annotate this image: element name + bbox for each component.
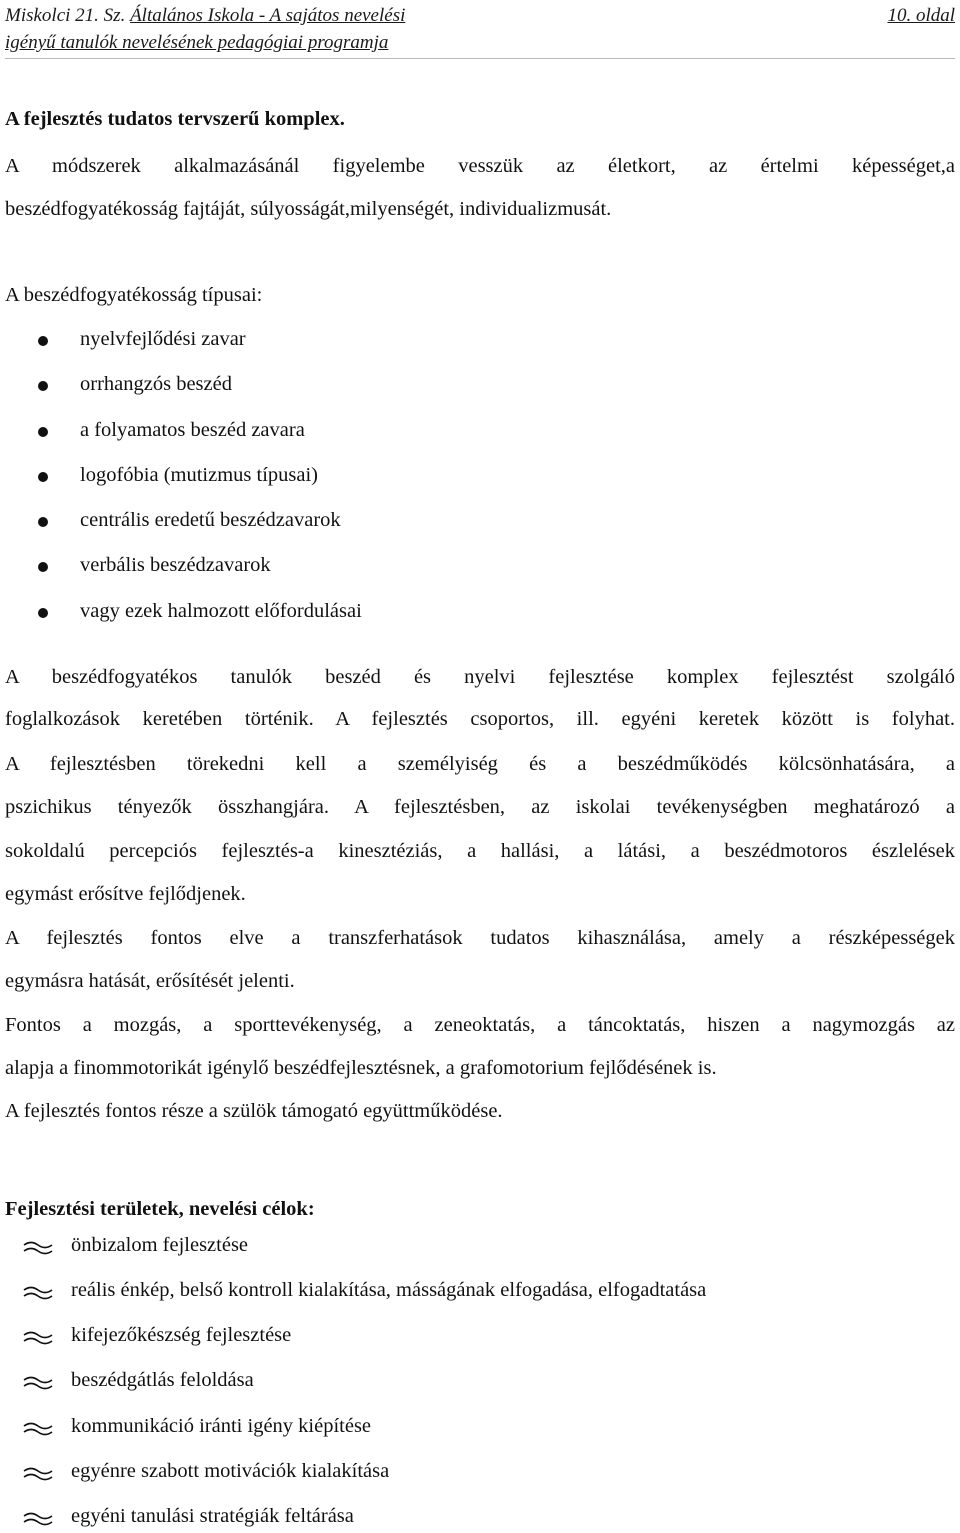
goals-item: reális énkép, belső kontroll kialakítása, másságának elfogadása, elfogadtatása [71, 1279, 707, 1301]
body-line: foglalkozások keretében történik. A fejlesztés csoportos, ill. egyéni keretek között is folyhat. [5, 708, 955, 730]
bullet-icon [38, 608, 48, 618]
header-school-title [5, 2, 405, 29]
approx-symbol-icon [22, 1510, 54, 1526]
header-title: Általános Iskola - A sajátos nevelési [130, 5, 406, 26]
types-item: nyelvfejlődési zavar [80, 328, 246, 350]
intro-heading: A fejlesztés tudatos tervszerű komplex. [5, 108, 345, 130]
body-line: pszichikus tényezők összhangjára. A fejlesztésben, az iskolai tevékenységben meghatározó a [5, 796, 955, 818]
intro-line-2: beszédfogyatékosság fajtáját, súlyosságát,milyenségét, individualizmusát. [5, 198, 612, 220]
intro-line-1: A módszerek alkalmazásánál figyelembe vesszük az életkort, az értelmi képességet,a [5, 155, 955, 177]
approx-symbol-icon [22, 1465, 54, 1481]
body-line: A fejlesztés fontos elve a transzferhatások tudatos kihasználása, amely a részképességek [5, 927, 955, 949]
body-line: egymásra hatását, erősítését jelenti. [5, 970, 295, 992]
body-line: sokoldalú percepciós fejlesztés-a kinesztéziás, a hallási, a látási, a beszédmotoros észlelések [5, 840, 955, 862]
body-line: alapja a finommotorikát igénylő beszédfejlesztésnek, a grafomotorium fejlődésének is. [5, 1057, 717, 1079]
approx-symbol-icon [22, 1374, 54, 1390]
bullet-icon [38, 427, 48, 437]
types-item: verbális beszédzavarok [80, 554, 271, 576]
goals-item: kifejezőkészség fejlesztése [71, 1324, 292, 1346]
types-item: vagy ezek halmozott előfordulásai [80, 600, 362, 622]
goals-heading: Fejlesztési területek, nevelési célok: [5, 1198, 315, 1220]
types-item: logofóbia (mutizmus típusai) [80, 464, 318, 486]
goals-item: önbizalom fejlesztése [71, 1234, 249, 1256]
bullet-icon [38, 562, 48, 572]
body-line: A fejlesztés fontos része a szülök támogató együttműködése. [5, 1100, 503, 1122]
header-school: Miskolci 21. Sz. [5, 5, 126, 26]
approx-symbol-icon [22, 1329, 54, 1345]
approx-symbol-icon [22, 1239, 54, 1255]
body-line: egymást erősítve fejlődjenek. [5, 883, 246, 905]
header-subtitle: igényű tanulók nevelésének pedagógiai programja [5, 32, 389, 53]
body-line: A beszédfogyatékos tanulók beszéd és nyelvi fejlesztése komplex fejlesztést szolgáló [5, 666, 955, 688]
body-line: A fejlesztésben törekedni kell a személyiség és a beszédműködés kölcsönhatására, a [5, 753, 955, 775]
goals-item: kommunikáció iránti igény kiépítése [71, 1415, 372, 1437]
types-item: a folyamatos beszéd zavara [80, 419, 305, 441]
approx-symbol-icon [22, 1284, 54, 1300]
approx-symbol-icon [22, 1420, 54, 1436]
types-heading: A beszédfogyatékosság típusai: [5, 284, 263, 306]
bullet-icon [38, 517, 48, 527]
types-item: centrális eredetű beszédzavarok [80, 509, 341, 531]
header-rule [5, 58, 955, 59]
goals-item: egyéni tanulási stratégiák feltárása [71, 1505, 354, 1527]
body-line: Fontos a mozgás, a sporttevékenység, a zeneoktatás, a táncoktatás, hiszen a nagymozgás az [5, 1014, 955, 1036]
types-item: orrhangzós beszéd [80, 373, 232, 395]
header-page-number: 10. oldal [887, 5, 955, 26]
bullet-icon [38, 336, 48, 346]
goals-item: beszédgátlás feloldása [71, 1369, 254, 1391]
bullet-icon [38, 381, 48, 391]
bullet-icon [38, 472, 48, 482]
goals-item: egyénre szabott motivációk kialakítása [71, 1460, 390, 1482]
